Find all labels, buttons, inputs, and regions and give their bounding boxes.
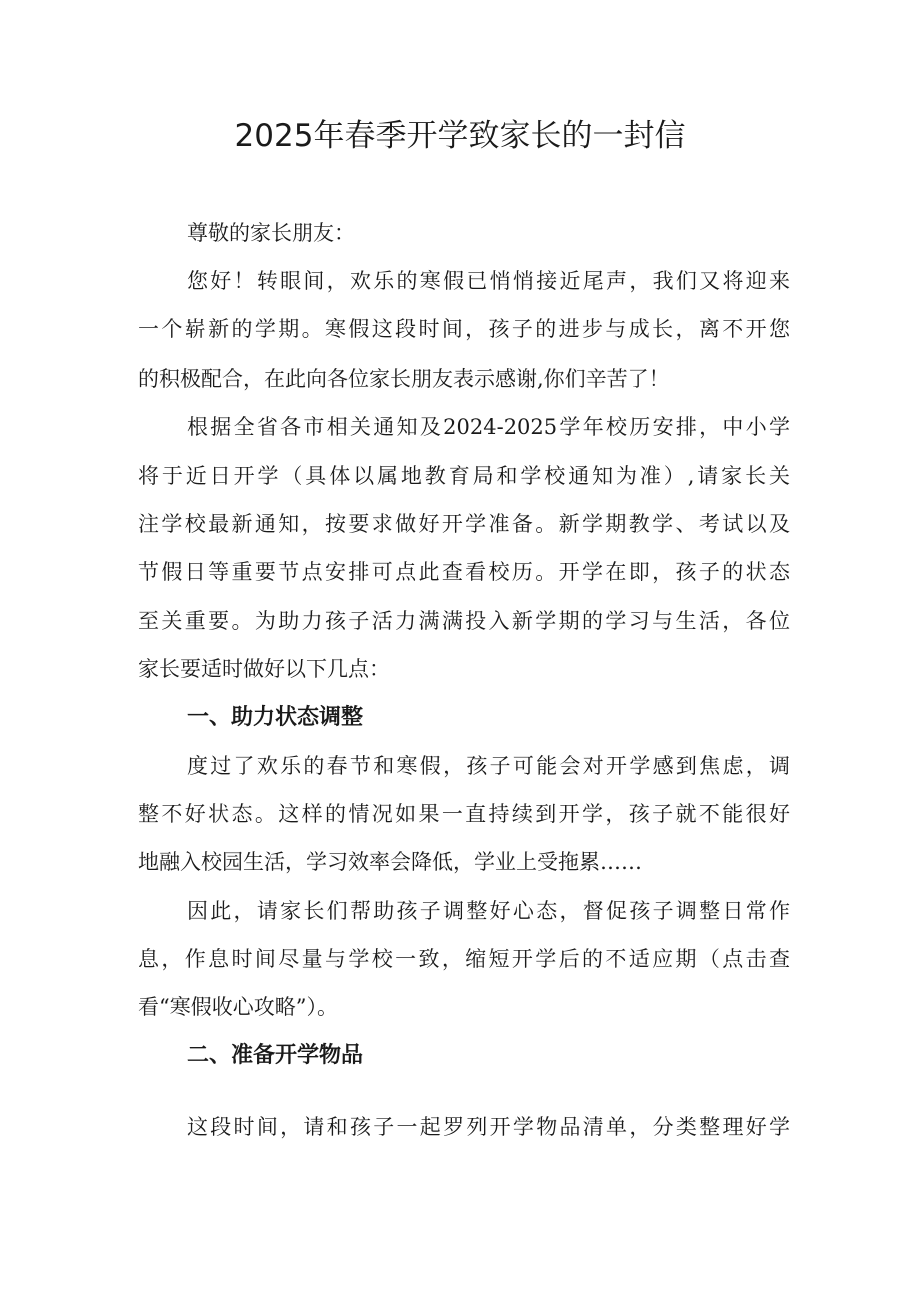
paragraph-line: 整不好状态。这样的情况如果一直持续到开学，孩子就不能很好 <box>138 802 790 826</box>
paragraph-line: 家长要适时做好以下几点： <box>138 657 390 681</box>
paragraph-line: 节假日等重要节点安排可点此查看校历。开学在即，孩子的状态 <box>138 560 790 584</box>
section-heading: 一、助力状态调整 <box>187 705 364 730</box>
paragraph-line: 将于近日开学（具体以属地教育局和学校通知为准）,请家长关 <box>138 464 790 488</box>
document-title: 2025年春季开学致家长的一封信 <box>234 118 686 154</box>
paragraph-line: 注学校最新通知，按要求做好开学准备。新学期教学、考试以及 <box>138 512 790 536</box>
paragraph-line: 息，作息时间尽量与学校一致，缩短开学后的不适应期（点击查 <box>138 947 790 971</box>
paragraph-line: 度过了欢乐的春节和寒假，孩子可能会对开学感到焦虑，调 <box>187 754 790 778</box>
section-heading: 二、准备开学物品 <box>187 1043 364 1068</box>
paragraph-line: 一个崭新的学期。寒假这段时间，孩子的进步与成长，离不开您 <box>138 317 790 341</box>
paragraph-line: 根据全省各市相关通知及2024-2025学年校历安排，中小学 <box>187 415 790 439</box>
salutation: 尊敬的家长朋友： <box>187 221 355 245</box>
paragraph-line: 的积极配合，在此向各位家长朋友表示感谢,你们辛苦了！ <box>138 367 670 391</box>
paragraph-line: 至关重要。为助力孩子活力满满投入新学期的学习与生活，各位 <box>138 609 790 633</box>
paragraph-line: 看“寒假收心攻略”）。 <box>138 995 338 1019</box>
paragraph-line: 因此，请家长们帮助孩子调整好心态，督促孩子调整日常作 <box>187 899 790 923</box>
paragraph-line: 这段时间，请和孩子一起罗列开学物品清单，分类整理好学 <box>187 1115 790 1139</box>
paragraph-line: 您好！转眼间，欢乐的寒假已悄悄接近尾声，我们又将迎来 <box>187 269 790 293</box>
paragraph-line: 地融入校园生活，学习效率会降低，学业上受拖累…… <box>138 850 642 874</box>
